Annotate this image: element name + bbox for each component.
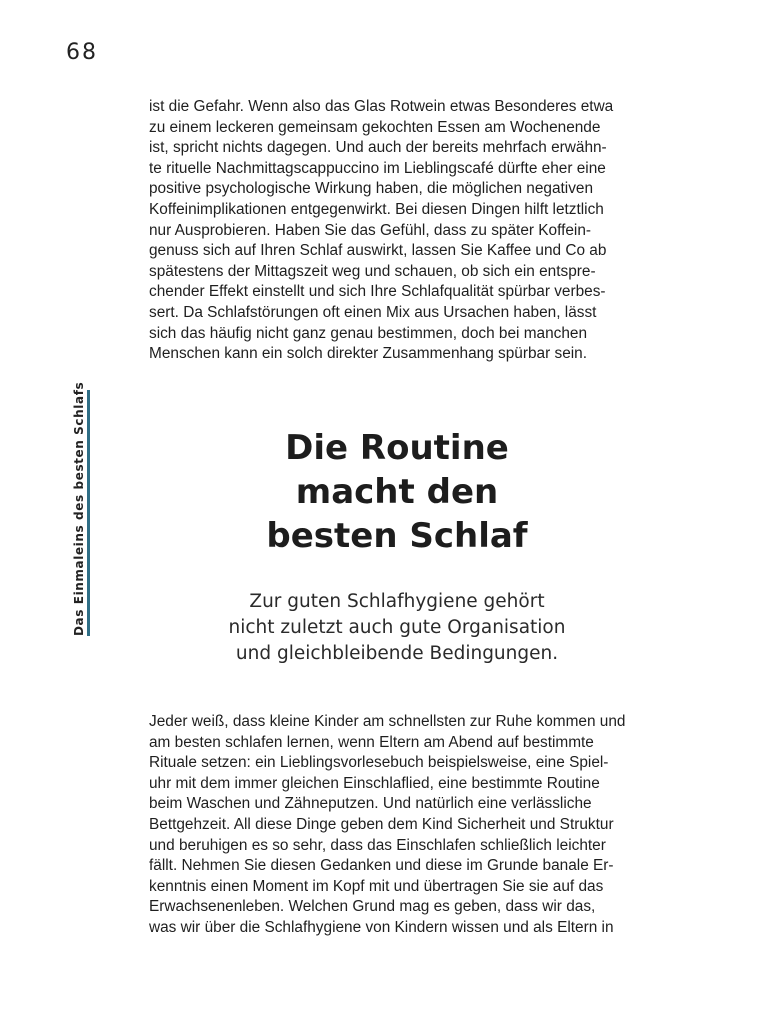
text-line: ist, spricht nichts dagegen. Und auch der bereits mehrfach erwähn- <box>149 139 607 157</box>
subtitle-line: und gleichbleibende Bedingungen. <box>235 643 559 664</box>
text-line: Erwachsenenleben. Welchen Grund mag es geben, dass wir das, <box>149 898 596 916</box>
page-number: 68 <box>66 40 98 65</box>
subtitle-line: nicht zuletzt auch gute Organisation <box>228 617 566 638</box>
text-line: spätestens der Mittagszeit weg und schauen, ob sich ein entspre- <box>149 262 596 280</box>
text-line: nur Ausprobieren. Haben Sie das Gefühl, dass zu später Koffein- <box>149 221 592 239</box>
text-line: kenntnis einen Moment im Kopf mit und übertragen Sie sie auf das <box>149 877 604 895</box>
intro-paragraph <box>149 97 649 365</box>
text-line: uhr mit dem immer gleichen Einschlaflied, eine bestimmte Routine <box>149 774 600 792</box>
heading-line: Die Routine <box>285 428 509 468</box>
text-line: te rituelle Nachmittagscappuccino im Lieblingscafé dürfte eher eine <box>149 159 606 177</box>
text-line: chender Effekt einstellt und sich Ihre Schlafqualität spürbar verbes- <box>149 283 606 301</box>
main-paragraph <box>149 712 649 939</box>
text-line: Bettgehzeit. All diese Dinge geben dem Kind Sicherheit und Struktur <box>149 815 614 833</box>
text-line: Rituale setzen: ein Lieblingsvorlesebuch beispielsweise, eine Spiel- <box>149 754 609 772</box>
text-line: sich das häufig nicht ganz genau bestimmen, doch bei manchen <box>149 324 588 342</box>
text-line: Menschen kann ein solch direkter Zusammenhang spürbar sein. <box>149 345 588 363</box>
text-line: fällt. Nehmen Sie diesen Gedanken und diese im Grunde banale Er- <box>149 857 614 875</box>
section-subtitle <box>150 589 644 667</box>
text-line: und beruhigen es so sehr, dass das Einschlafen schließlich leichter <box>149 836 606 854</box>
text-line: positive psychologische Wirkung haben, die möglichen negativen <box>149 180 594 198</box>
running-title: Das Einmaleins des besten Schlafs <box>72 381 86 636</box>
text-line: Jeder weiß, dass kleine Kinder am schnellsten zur Ruhe kommen und <box>149 713 626 730</box>
text-line: was wir über die Schlafhygiene von Kindern wissen und als Eltern in <box>149 918 614 936</box>
text-line: am besten schlafen lernen, wenn Eltern am Abend auf bestimmte <box>149 733 594 751</box>
text-line: zu einem leckeren gemeinsam gekochten Essen am Wochenende <box>149 118 601 136</box>
heading-line: besten Schlaf <box>266 516 528 556</box>
text-line: beim Waschen und Zähneputzen. Und natürlich eine verlässliche <box>149 795 592 813</box>
text-line: sert. Da Schlafstörungen oft einen Mix aus Ursachen haben, lässt <box>149 303 597 321</box>
subtitle-line: Zur guten Schlafhygiene gehört <box>249 591 545 612</box>
text-line: Koffeinimplikationen entgegenwirkt. Bei diesen Dingen hilft letztlich <box>149 200 604 218</box>
section-heading <box>150 426 644 558</box>
heading-line: macht den <box>295 472 499 512</box>
text-line: genuss sich auf Ihren Schlaf auswirkt, lassen Sie Kaffee und Co ab <box>149 242 607 260</box>
text-line: ist die Gefahr. Wenn also das Glas Rotwein etwas Besonderes etwa <box>149 98 614 115</box>
